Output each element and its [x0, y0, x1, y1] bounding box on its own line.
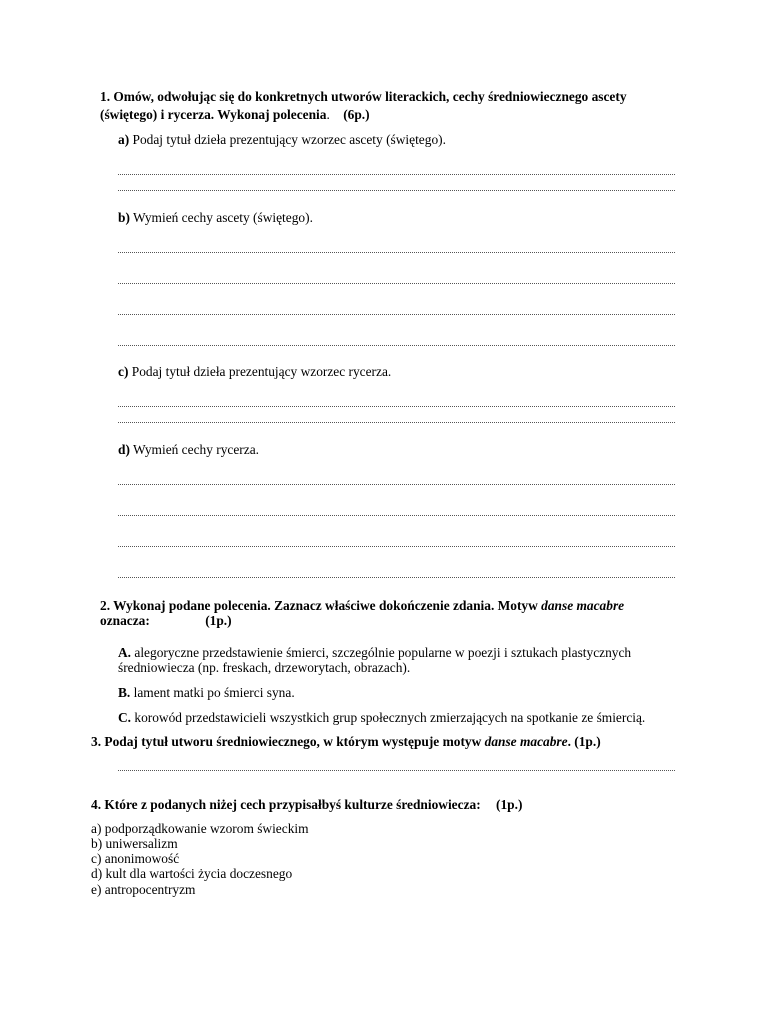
- option-letter: A.: [118, 645, 132, 660]
- task4-points: (1p.): [496, 797, 523, 812]
- answer-line[interactable]: [118, 484, 675, 485]
- task1-b-letter: b): [118, 210, 130, 225]
- task1-title-line2-dot: .: [326, 107, 330, 122]
- option-letter: C.: [118, 710, 132, 725]
- answer-line[interactable]: [118, 190, 675, 191]
- option-text: alegoryczne przedstawienie śmierci, szczególnie popularne w poezji i sztukach plastycznych: [134, 645, 632, 660]
- task4-item[interactable]: c) anonimowość: [91, 851, 180, 866]
- task1-c-letter: c): [118, 364, 129, 379]
- task2-title-line1: [100, 598, 624, 614]
- task2-option-c[interactable]: [118, 710, 645, 726]
- task1-d-letter: d): [118, 442, 130, 457]
- task2-title-line2: [100, 613, 232, 629]
- task2-option-a[interactable]: [118, 645, 631, 661]
- task4-title-text: 4. Które z podanych niżej cech przypisałbyś kulturze średniowiecza:: [91, 797, 481, 812]
- answer-line[interactable]: [118, 283, 675, 284]
- task1-title-line2-text: (świętego) i rycerza. Wykonaj polecenia: [100, 107, 327, 122]
- task4-item[interactable]: b) uniwersalizm: [91, 836, 178, 851]
- answer-line[interactable]: [118, 314, 675, 315]
- answer-line[interactable]: [118, 252, 675, 253]
- task1-a-letter: a): [118, 132, 130, 147]
- task1-points: (6p.): [343, 107, 370, 122]
- answer-line[interactable]: [118, 422, 675, 423]
- option-text: lament matki po śmierci syna.: [133, 685, 295, 700]
- answer-line[interactable]: [118, 515, 675, 516]
- answer-line[interactable]: [118, 770, 675, 771]
- task1-c-text: Podaj tytuł dzieła prezentujący wzorzec rycerza.: [131, 364, 392, 379]
- answer-line[interactable]: [118, 174, 675, 175]
- answer-line[interactable]: [118, 577, 675, 578]
- task2-title-oznacza: oznacza:: [100, 613, 150, 628]
- task4-item[interactable]: a) podporządkowanie wzorom świeckim: [91, 821, 309, 836]
- task4-item[interactable]: e) antropocentryzm: [91, 882, 196, 897]
- task2-option-b[interactable]: [118, 685, 295, 701]
- task1-d-text: Wymień cechy rycerza.: [133, 442, 259, 457]
- task1-title-line2: [100, 107, 370, 123]
- task3-title: [91, 734, 601, 750]
- task4-title: [91, 797, 522, 813]
- task1-c-prompt: [118, 364, 391, 380]
- task2-option-a-line2: średniowiecza (np. freskach, drzeworytach, obrazach).: [118, 660, 411, 675]
- option-letter: B.: [118, 685, 131, 700]
- task1-a-text: Podaj tytuł dzieła prezentujący wzorzec ascety (świętego).: [132, 132, 446, 147]
- task2-title-text: 2. Wykonaj podane polecenia. Zaznacz właściwe dokończenie zdania. Motyw: [100, 598, 542, 613]
- task2-points: (1p.): [205, 613, 232, 628]
- option-text: korowód przedstawicieli wszystkich grup społecznych zmierzających na spotkanie ze śmiercią.: [134, 710, 646, 725]
- task3-title-text: 3. Podaj tytuł utworu średniowiecznego, w którym występuje motyw: [91, 734, 485, 749]
- task1-b-text: Wymień cechy ascety (świętego).: [133, 210, 313, 225]
- task1-d-prompt: [118, 442, 259, 458]
- task1-title-line1: 1. Omów, odwołując się do konkretnych utworów literackich, cechy średniowiecznego ascety: [100, 89, 627, 104]
- task3-title-motif: danse macabre: [484, 734, 568, 749]
- answer-line[interactable]: [118, 546, 675, 547]
- answer-line[interactable]: [118, 345, 675, 346]
- task1-b-prompt: [118, 210, 313, 226]
- task3-title-points: . (1p.): [567, 734, 601, 749]
- task2-title-motif: danse macabre: [541, 598, 625, 613]
- task1-a-prompt: [118, 132, 446, 148]
- task4-item[interactable]: d) kult dla wartości życia doczesnego: [91, 866, 293, 881]
- answer-line[interactable]: [118, 406, 675, 407]
